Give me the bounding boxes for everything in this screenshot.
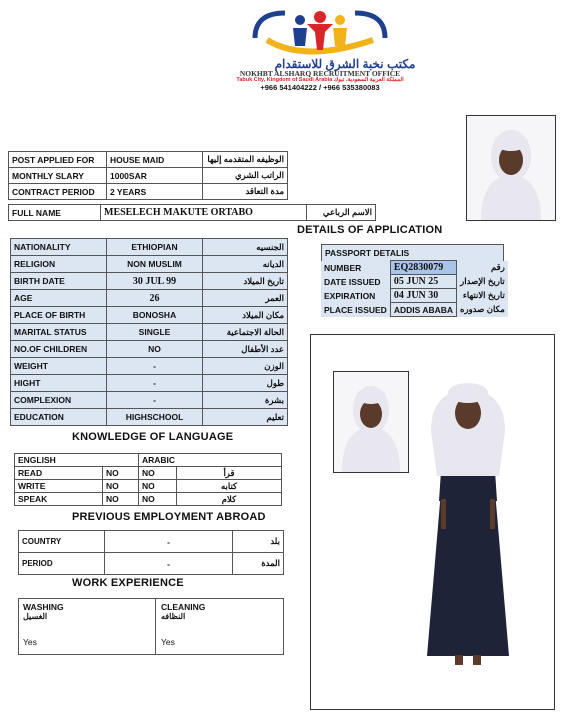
- marital-status-value: SINGLE: [107, 324, 203, 341]
- read-label: READ: [15, 467, 103, 480]
- education-label: EDUCATION: [11, 409, 107, 426]
- cleaning-cell: [157, 599, 284, 654]
- job-table: [8, 151, 288, 200]
- place-of-birth-ar: مكان الميلاد: [203, 307, 288, 324]
- full-name-table: [8, 204, 376, 221]
- country-ar: بلد: [233, 531, 284, 553]
- write-english: NO: [103, 480, 139, 493]
- monthly-salary-value: 1000SAR: [107, 168, 203, 184]
- contract-period-label: CONTRACT PERIOD: [9, 184, 107, 200]
- people-globe-logo-icon: [245, 8, 395, 60]
- complexion-value: -: [107, 392, 203, 409]
- passport-photo-small: [466, 115, 556, 221]
- speak-ar: كلام: [177, 493, 282, 506]
- period-label: PERIOD: [19, 553, 105, 575]
- inset-portrait: [333, 371, 409, 473]
- header-address: Tabuk City, Kingdom of Saudi Arabia المملكة العربية السعودية، تبوك: [236, 77, 404, 83]
- height-ar: طول: [203, 375, 288, 392]
- date-issued-label: DATE ISSUED: [321, 275, 390, 289]
- contract-period-ar: مدة التعاقد: [203, 184, 288, 200]
- expiration-label: EXPIRATION: [321, 289, 390, 303]
- passport-number-value: EQ2830079: [390, 261, 456, 275]
- cleaning-value: Yes: [161, 637, 175, 647]
- age-ar: العمر: [203, 290, 288, 307]
- language-table: [14, 453, 282, 506]
- religion-label: RELIGION: [11, 256, 107, 273]
- contract-period-value: 2 YEARS: [107, 184, 203, 200]
- education-ar: تعليم: [203, 409, 288, 426]
- washing-value: Yes: [23, 637, 37, 647]
- read-english: NO: [103, 467, 139, 480]
- header-arabic-name: مكتب نخبة الشرق للاستقدام: [274, 57, 416, 71]
- full-name-value: MESELECH MAKUTE ORTABO: [101, 205, 307, 221]
- nationality-value: ETHIOPIAN: [107, 239, 203, 256]
- birth-date-label: BIRTH DATE: [11, 273, 107, 290]
- speak-english: NO: [103, 493, 139, 506]
- date-issued-value: 05 JUN 25: [390, 275, 456, 289]
- complexion-ar: بشرة: [203, 392, 288, 409]
- washing-label: WASHING: [23, 602, 64, 612]
- country-value: -: [105, 531, 233, 553]
- passport-table: [321, 260, 508, 317]
- weight-ar: الوزن: [203, 358, 288, 375]
- washing-cell: [19, 599, 156, 654]
- washing-ar: الغسيل: [23, 612, 48, 621]
- expiration-value: 04 JUN 30: [390, 289, 456, 303]
- cleaning-label: CLEANING: [161, 602, 206, 612]
- complexion-label: COMPLEXION: [11, 392, 107, 409]
- write-label: WRITE: [15, 480, 103, 493]
- birth-date-value: 30 JUL 99: [107, 273, 203, 290]
- marital-status-label: MARITAL STATUS: [11, 324, 107, 341]
- personal-table: [10, 238, 288, 426]
- height-label: HIGHT: [11, 375, 107, 392]
- write-ar: كتابه: [177, 480, 282, 493]
- age-value: 26: [107, 290, 203, 307]
- full-name-ar: الاسم الرباعي: [307, 205, 376, 221]
- monthly-salary-label: MONTHLY SLARY: [9, 168, 107, 184]
- passport-number-label: NUMBER: [321, 261, 390, 275]
- details-heading: DETAILS OF APPLICATION: [297, 224, 443, 236]
- weight-label: WEIGHT: [11, 358, 107, 375]
- date-issued-ar: تاريخ الإصدار: [457, 275, 508, 289]
- religion-value: NON MUSLIM: [107, 256, 203, 273]
- religion-ar: الديانه: [203, 256, 288, 273]
- period-ar: المدة: [233, 553, 284, 575]
- header-english-name: NOKHBT ALSHARQ RECRUITMENT OFFICE: [239, 69, 401, 78]
- write-arabic: NO: [139, 480, 177, 493]
- cleaning-ar: النظافه: [161, 612, 186, 621]
- employment-heading: PREVIOUS EMPLOYMENT ABROAD: [72, 511, 266, 523]
- expiration-ar: تاريخ الانتهاء: [457, 289, 508, 303]
- place-issued-value: ADDIS ABABA: [390, 303, 456, 317]
- arabic-header: ARABIC: [139, 454, 282, 467]
- children-value: NO: [107, 341, 203, 358]
- weight-value: -: [107, 358, 203, 375]
- english-header: ENGLISH: [15, 454, 139, 467]
- standing-applicant-icon: [413, 371, 523, 671]
- employment-table: [18, 530, 284, 575]
- passport-title: PASSPORT DETALIS: [325, 248, 410, 258]
- education-value: HIGHSCHOOL: [107, 409, 203, 426]
- monthly-salary-ar: الراتب الشري: [203, 168, 288, 184]
- children-label: NO.OF CHILDREN: [11, 341, 107, 358]
- nationality-ar: الجنسيه: [203, 239, 288, 256]
- language-heading: KNOWLEDGE OF LANGUAGE: [72, 431, 234, 443]
- read-ar: قرأ: [177, 467, 282, 480]
- header-logo: [245, 8, 395, 60]
- birth-date-ar: تاريخ الميلاد: [203, 273, 288, 290]
- speak-label: SPEAK: [15, 493, 103, 506]
- applicant-photo-icon: [467, 116, 555, 220]
- read-arabic: NO: [139, 467, 177, 480]
- post-applied-ar: الوظيفه المتقدمه إليها: [203, 152, 288, 168]
- age-label: AGE: [11, 290, 107, 307]
- place-of-birth-value: BONOSHA: [107, 307, 203, 324]
- header-phones: +966 541404222 / +966 535380083: [260, 83, 380, 92]
- country-label: COUNTRY: [19, 531, 105, 553]
- place-issued-label: PLACE ISSUED: [321, 303, 390, 317]
- height-value: -: [107, 375, 203, 392]
- experience-box: [18, 598, 284, 655]
- period-value: -: [105, 553, 233, 575]
- place-of-birth-label: PLACE OF BIRTH: [11, 307, 107, 324]
- speak-arabic: NO: [139, 493, 177, 506]
- children-ar: عدد الأطفال: [203, 341, 288, 358]
- experience-heading: WORK EXPERIENCE: [72, 577, 184, 589]
- passport-number-ar: رقم: [457, 261, 508, 275]
- nationality-label: NATIONALITY: [11, 239, 107, 256]
- marital-status-ar: الحالة الاجتماعية: [203, 324, 288, 341]
- full-name-label: FULL NAME: [9, 205, 101, 221]
- place-issued-ar: مكان صدوره: [457, 303, 508, 317]
- post-applied-label: POST APPLIED FOR: [9, 152, 107, 168]
- inset-portrait-icon: [334, 372, 408, 472]
- post-applied-value: HOUSE MAID: [107, 152, 203, 168]
- full-body-photo-frame: [310, 334, 555, 710]
